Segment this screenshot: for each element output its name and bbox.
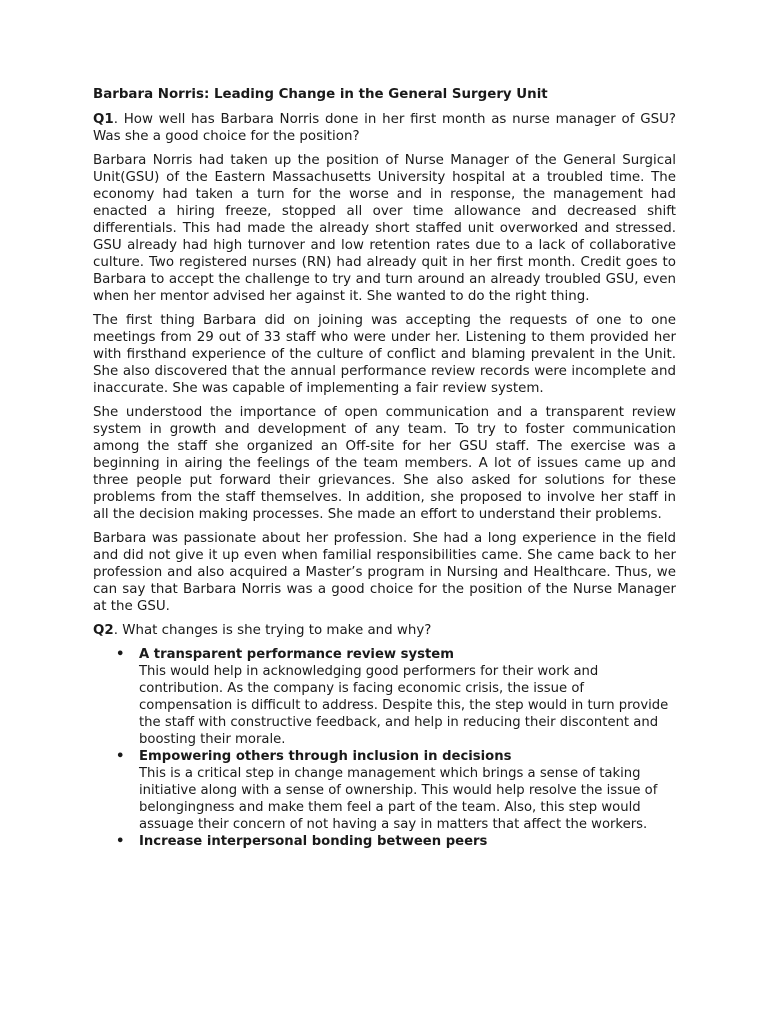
- list-item-body: This would help in acknowledging good performers for their work and contribution. As the company is facing economic crisis, the issue of compensation is difficult to address. Despite this, the step would in turn provide the staff with constructive feedback, and help in reducing their discontent and boosting their morale.: [139, 664, 669, 747]
- answer-paragraph-2: The first thing Barbara did on joining was accepting the requests of one to one meetings from 29 out of 33 staff who were under her. Listening to them provided her with firsthand experience of the culture of conflict and blaming prevalent in the Unit. She also discovered that the annual performance review records were incomplete and inaccurate. She was capable of implementing a fair review system.: [93, 313, 676, 396]
- list-item-heading: A transparent performance review system: [139, 647, 454, 662]
- document-page: [93, 86, 676, 850]
- question-2-text: . What changes is she trying to make and why?: [113, 623, 432, 638]
- list-item: [116, 833, 676, 850]
- bullet-icon: •: [116, 834, 125, 849]
- question-1-text: . How well has Barbara Norris done in her first month as nurse manager of GSU? Was she a good choice for the position?: [93, 112, 676, 144]
- list-item-heading: Empowering others through inclusion in decisions: [139, 749, 512, 764]
- bullet-icon: •: [116, 647, 125, 662]
- answer-paragraph-1: Barbara Norris had taken up the position of Nurse Manager of the General Surgical Unit(GSU) of the Eastern Massachusetts University hospital at a troubled time. The economy had taken a turn for the worse and in response, the management had enacted a hiring freeze, stopped all over time allowance and decreased shift differentials. This had made the already short staffed unit overworked and stressed. GSU already had high turnover and low retention rates due to a lack of collaborative culture. Two registered nurses (RN) had already quit in her first month. Credit goes to Barbara to accept the challenge to try and turn around an already troubled GSU, even when her mentor advised her against it. She wanted to do the right thing.: [93, 153, 676, 304]
- list-item: [116, 748, 676, 833]
- question-1-label: Q1: [93, 112, 114, 127]
- answer-paragraph-4: Barbara was passionate about her profession. She had a long experience in the field and did not give it up even when familial responsibilities came. She came back to her profession and also acquired a Master’s program in Nursing and Healthcare. Thus, we can say that Barbara Norris was a good choice for the position of the Nurse Manager at the GSU.: [93, 531, 676, 614]
- question-1: [93, 111, 676, 145]
- list-item-body: This is a critical step in change management which brings a sense of taking initiative along with a sense of ownership. This would help resolve the issue of belongingness and make them feel a part of the team. Also, this step would assuage their concern of not having a say in matters that affect the workers.: [139, 766, 658, 832]
- bullet-icon: •: [116, 749, 125, 764]
- answer-paragraph-3: She understood the importance of open communication and a transparent review system in growth and development of any team. To try to foster communication among the staff she organized an Off-site for her GSU staff. The exercise was a beginning in airing the feelings of the team members. A lot of issues came up and three people put forward their grievances. She also asked for solutions for these problems from the staff themselves. In addition, she proposed to involve her staff in all the decision making processes. She made an effort to understand their problems.: [93, 405, 676, 522]
- list-item: [116, 646, 676, 748]
- list-item-heading: Increase interpersonal bonding between peers: [139, 834, 488, 849]
- question-2-label: Q2: [93, 623, 114, 638]
- document-title: Barbara Norris: Leading Change in the General Surgery Unit: [93, 87, 548, 102]
- changes-list: [93, 646, 676, 850]
- question-2: [93, 622, 676, 639]
